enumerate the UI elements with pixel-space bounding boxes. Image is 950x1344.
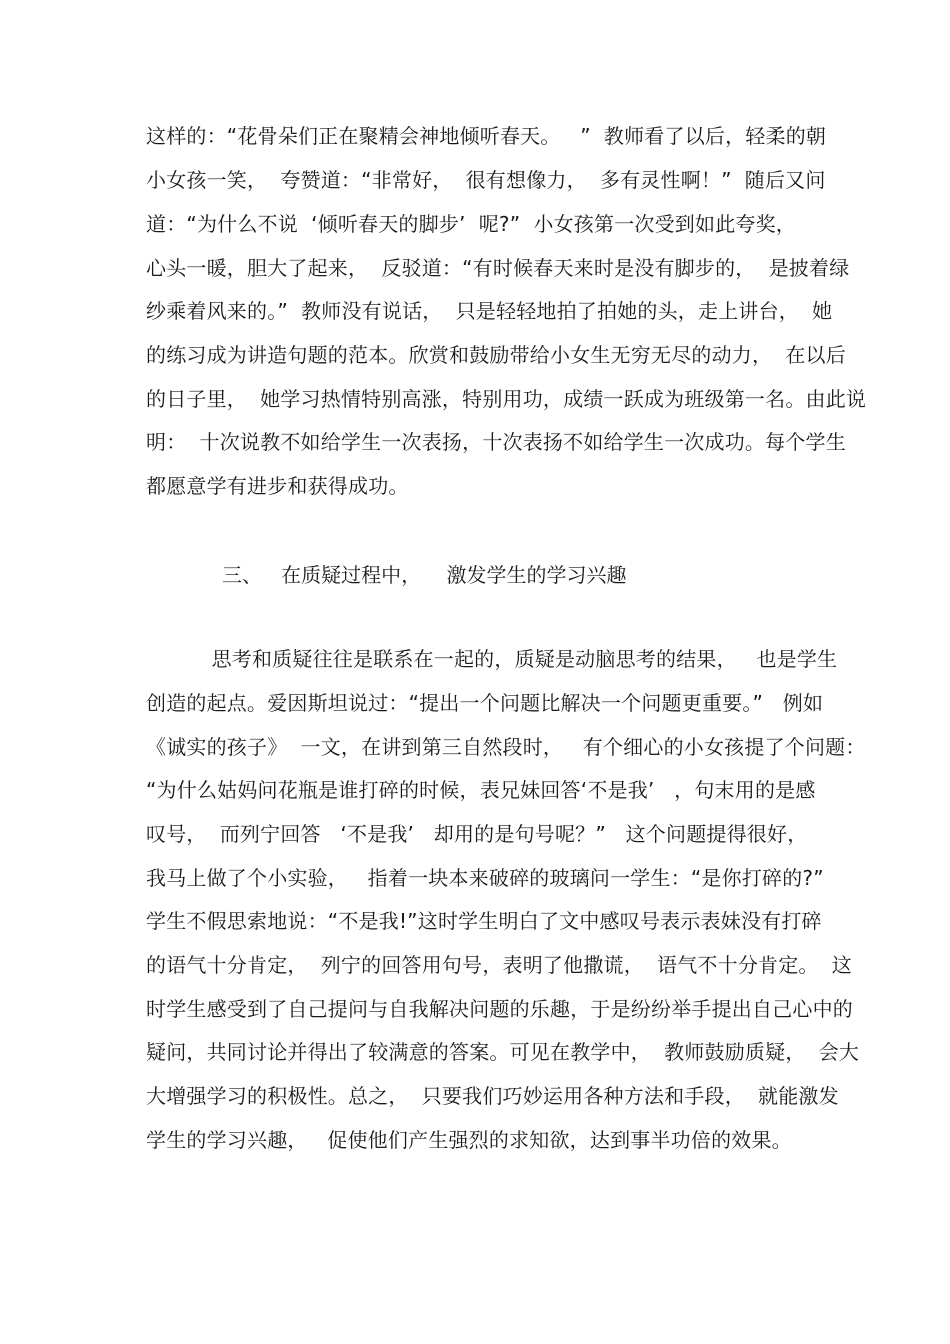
text-line: 《诚实的孩子》 一文，在讲到第三自然段时， 有个细心的小女孩提了个问题： — [146, 735, 866, 759]
text-line: 学生不假思索地说：“不是我!”这时学生明白了文中感叹号表示表妹没有打碎 — [146, 909, 822, 933]
text-line: 这样的：“花骨朵们正在聚精会神地倾听春天。 ” 教师看了以后，轻柔的朝 — [146, 124, 827, 148]
text-line: 大增强学习的积极性。总之， 只要我们巧妙运用各种方法和手段， 就能激发 — [146, 1084, 839, 1108]
text-line: 的语气十分肯定， 列宁的回答用句号，表明了他撒谎， 语气不十分肯定。 这 — [146, 953, 852, 977]
text-line: 学生的学习兴趣， 促使他们产生强烈的求知欲，达到事半功倍的效果。 — [146, 1128, 792, 1152]
text-line: 小女孩一笑， 夸赞道：“非常好， 很有想像力， 多有灵性啊！” 随后又问 — [146, 168, 826, 192]
section-heading: 三、 在质疑过程中， 激发学生的学习兴趣 — [222, 563, 627, 587]
text-line: 都愿意学有进步和获得成功。 — [146, 474, 409, 498]
text-line: 的日子里， 她学习热情特别高涨，特别用功，成绩一跃成为班级第一名。由此说 — [146, 387, 867, 411]
text-line: 思考和质疑往往是联系在一起的，质疑是动脑思考的结果， 也是学生 — [146, 647, 838, 671]
text-line: 叹号， 而列宁回答 ‘不是我’ 却用的是句号呢？” 这个问题提得很好， — [146, 822, 808, 846]
text-line: 心头一暖，胆大了起来， 反驳道：“有时候春天来时是没有脚步的， 是披着绿 — [146, 256, 850, 280]
text-line: 明： 十次说教不如给学生一次表扬，十次表扬不如给学生一次成功。每个学生 — [146, 430, 846, 454]
text-line: 的练习成为讲造句题的范本。欣赏和鼓励带给小女生无穷无尽的动力， 在以后 — [146, 343, 846, 367]
text-line: 创造的起点。爱因斯坦说过：“提出一个问题比解决一个问题更重要。” 例如 — [146, 691, 824, 715]
text-line: 时学生感受到了自己提问与自我解决问题的乐趣，于是纷纷举手提出自己心中的 — [146, 997, 853, 1021]
text-line: 我马上做了个小实验， 指着一块本来破碎的玻璃问一学生：“是你打碎的?” — [146, 866, 824, 890]
text-line: 纱乘着风来的。” 教师没有说话， 只是轻轻地拍了拍她的头，走上讲台， 她 — [146, 299, 833, 323]
text-line: 疑问，共同讨论并得出了较满意的答案。可见在教学中， 教师鼓励质疑， 会大 — [146, 1040, 860, 1064]
text-line: 道：“为什么不说 ‘倾听春天的脚步’ 呢?” 小女孩第一次受到如此夸奖， — [146, 212, 796, 236]
text-line: “为什么姑妈问花瓶是谁打碎的时候，表兄妹回答‘不是我’ ，句末用的是感 — [146, 778, 816, 802]
